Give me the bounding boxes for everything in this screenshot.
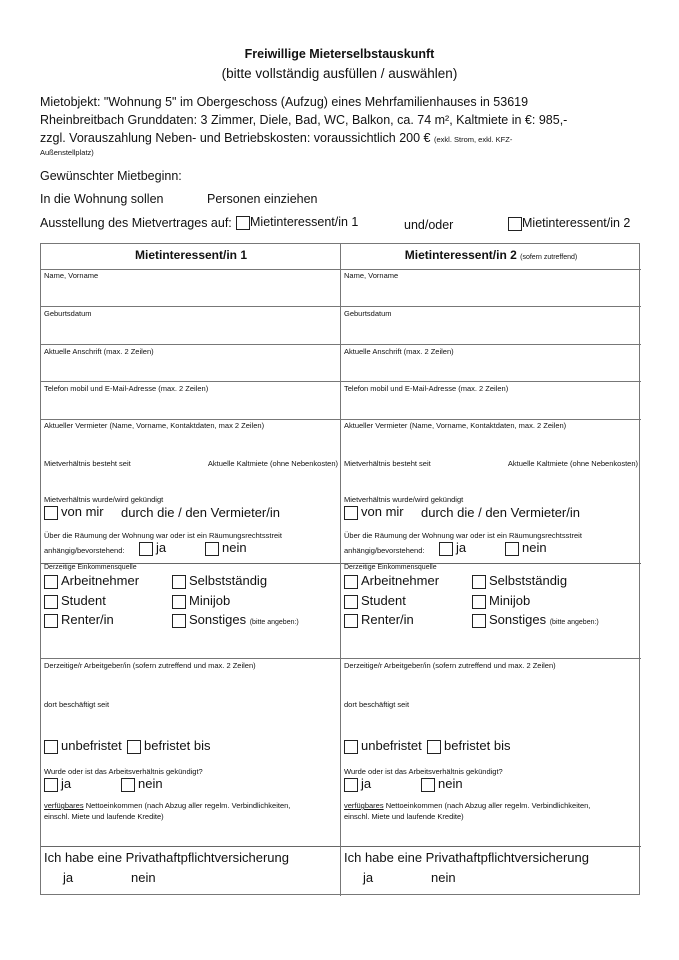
contract-fixed-term-option[interactable]: [427, 738, 510, 754]
income-self-employed-option[interactable]: [172, 573, 267, 589]
property-line-3: [40, 131, 512, 145]
liability-insurance-yes[interactable]: ja: [363, 870, 374, 885]
column-header-title: Mietinteressent/in 2: [404, 248, 517, 262]
job-terminated-no-option[interactable]: [121, 776, 163, 792]
tenancy-terminated-label: Mietverhältnis wurde/wird gekündigt: [344, 495, 464, 504]
contract-fixed-term-option[interactable]: [127, 738, 210, 754]
checkbox[interactable]: [344, 740, 358, 754]
applicant-column: [340, 244, 641, 896]
phone-email-field[interactable]: Telefon mobil und E-Mail-Adresse (max. 2 Zeilen): [344, 384, 509, 393]
applicant-table: [40, 243, 640, 895]
job-terminated-no-option[interactable]: [421, 776, 463, 792]
checkbox[interactable]: [205, 542, 219, 556]
net-income-label-2: einschl. Miete und laufende Kredite): [44, 812, 164, 821]
persons-label-b: Personen einziehen: [207, 192, 318, 206]
divider: [41, 419, 341, 420]
property-line-1: Mietobjekt: "Wohnung 5" im Obergeschoss (Aufzug) eines Mehrfamilienhauses in 53619: [40, 95, 529, 109]
option-label: Selbstständig: [489, 573, 568, 588]
checkbox[interactable]: [172, 575, 186, 589]
checkbox[interactable]: [344, 575, 358, 589]
applicant-column: [41, 244, 341, 896]
income-minijob-option[interactable]: [172, 593, 230, 609]
address-field[interactable]: Aktuelle Anschrift (max. 2 Zeilen): [44, 347, 154, 356]
income-self-employed-option[interactable]: [472, 573, 567, 589]
property-costs: zzgl. Vorauszahlung Neben- und Betriebskosten: voraussichtlich 200 €: [40, 131, 431, 145]
checkbox[interactable]: [172, 614, 186, 628]
checkbox[interactable]: [344, 506, 358, 520]
address-field[interactable]: Aktuelle Anschrift (max. 2 Zeilen): [344, 347, 454, 356]
option-label: Student: [361, 593, 406, 608]
income-source-label: Derzeitige Einkommensquelle: [44, 564, 137, 571]
column-header-note: (sofern zutreffend): [520, 254, 578, 261]
contract-option-2[interactable]: [508, 216, 630, 231]
tenancy-since-field[interactable]: Mietverhältnis besteht seit: [344, 459, 431, 468]
divider: [341, 846, 641, 847]
checkbox[interactable]: [44, 506, 58, 520]
option-label: Minijob: [489, 593, 531, 608]
divider: [41, 344, 341, 345]
net-income-label: Nettoeinkommen (nach Abzug aller regelm. Verbindlichkeiten,: [83, 801, 291, 810]
net-income-field[interactable]: [44, 801, 290, 810]
terminated-by-me-option[interactable]: [344, 504, 404, 520]
option-label: Renter/in: [61, 612, 114, 627]
option-label: Student: [61, 593, 106, 608]
option-label: befristet bis: [144, 738, 211, 753]
option-label: ja: [456, 540, 467, 555]
option-label: von mir: [361, 504, 404, 519]
birthdate-field[interactable]: Geburtsdatum: [344, 309, 392, 318]
income-student-option[interactable]: [344, 593, 406, 609]
option-label: Minijob: [189, 593, 231, 608]
terminated-by-me-option[interactable]: [44, 504, 104, 520]
tenancy-since-field[interactable]: Mietverhältnis besteht seit: [44, 459, 131, 468]
liability-insurance-yes[interactable]: ja: [63, 870, 74, 885]
divider: [41, 846, 341, 847]
checkbox[interactable]: [472, 595, 486, 609]
contract-label: Ausstellung des Mietvertrages auf:: [40, 216, 232, 230]
option-label: nein: [222, 540, 247, 555]
divider: [341, 344, 641, 345]
option-label: nein: [138, 776, 163, 791]
divider: [341, 269, 641, 270]
checkbox[interactable]: [505, 542, 519, 556]
document-title: Freiwillige Mieterselbstauskunft: [244, 47, 435, 61]
option-label: Sonstiges: [189, 612, 247, 627]
income-employee-option[interactable]: [44, 573, 139, 589]
checkbox[interactable]: [172, 595, 186, 609]
property-line-2: Rheinbreitbach Grunddaten: 3 Zimmer, Diele, Bad, WC, Balkon, ca. 74 m², Kaltmiete in €: 985,-: [40, 113, 568, 127]
option-label: unbefristet: [61, 738, 122, 753]
column-header: [41, 248, 341, 262]
birthdate-field[interactable]: Geburtsdatum: [44, 309, 92, 318]
liability-insurance-label: Ich habe eine Privathaftpflichtversicherung: [344, 850, 589, 865]
property-note-2: Außenstellplatz): [40, 148, 94, 157]
contract-permanent-option[interactable]: [44, 738, 122, 754]
eviction-no-option[interactable]: [205, 540, 247, 556]
checkbox[interactable]: [508, 217, 522, 231]
checkbox[interactable]: [236, 216, 250, 230]
divider: [341, 658, 641, 659]
employed-since-field[interactable]: dort beschäftigt seit: [344, 700, 410, 709]
option-note: (bitte angeben:): [249, 619, 299, 626]
contract-option-1[interactable]: [236, 215, 358, 230]
employed-since-field[interactable]: dort beschäftigt seit: [44, 700, 110, 709]
option-label: ja: [156, 540, 167, 555]
option-label: von mir: [61, 504, 104, 519]
column-header: [341, 248, 641, 262]
option-label: Arbeitnehmer: [361, 573, 440, 588]
income-other-option[interactable]: [172, 612, 299, 628]
terminated-by-landlord-label: durch die / den Vermieter/in: [421, 505, 580, 520]
landlord-field[interactable]: Aktueller Vermieter (Name, Vorname, Kontaktdaten, max. 2 Zeilen): [344, 421, 567, 430]
option-label: Arbeitnehmer: [61, 573, 140, 588]
net-income-emphasis: verfügbares: [344, 801, 384, 810]
liability-insurance-no[interactable]: nein: [131, 870, 156, 885]
eviction-yes-option[interactable]: [439, 540, 466, 556]
income-retiree-option[interactable]: [344, 612, 414, 628]
landlord-field[interactable]: Aktueller Vermieter (Name, Vorname, Kontaktdaten, max 2 Zeilen): [44, 421, 265, 430]
net-income-field[interactable]: [344, 801, 590, 810]
checkbox[interactable]: [44, 614, 58, 628]
checkbox[interactable]: [44, 595, 58, 609]
income-minijob-option[interactable]: [472, 593, 530, 609]
persons-label-a: In die Wohnung sollen: [40, 192, 164, 206]
eviction-label: Über die Räumung der Wohnung war oder ist ein Räumungsrechtsstreit: [344, 531, 582, 540]
net-income-emphasis: verfügbares: [44, 801, 84, 810]
income-student-option[interactable]: [44, 593, 106, 609]
option-note: (bitte angeben:): [549, 619, 599, 626]
job-terminated-yes-option[interactable]: [344, 776, 371, 792]
contract-permanent-option[interactable]: [344, 738, 422, 754]
option-label: nein: [522, 540, 547, 555]
checkbox[interactable]: [439, 542, 453, 556]
checkbox[interactable]: [344, 614, 358, 628]
tenancy-terminated-label: Mietverhältnis wurde/wird gekündigt: [44, 495, 164, 504]
eviction-pending-label: anhängig/bevorstehend:: [44, 546, 125, 555]
current-rent-field[interactable]: Aktuelle Kaltmiete (ohne Nebenkosten): [207, 459, 338, 468]
job-terminated-yes-option[interactable]: [44, 776, 71, 792]
checkbox[interactable]: [427, 740, 441, 754]
eviction-yes-option[interactable]: [139, 540, 166, 556]
checkbox[interactable]: [344, 595, 358, 609]
job-terminated-label: Wurde oder ist das Arbeitsverhältnis gekündigt?: [344, 767, 503, 776]
income-employee-option[interactable]: [344, 573, 439, 589]
contract-connector: und/oder: [404, 218, 454, 232]
eviction-label: Über die Räumung der Wohnung war oder ist ein Räumungsrechtsstreit: [44, 531, 282, 540]
name-field[interactable]: Name, Vorname: [44, 271, 99, 280]
contract-option-1-label: Mietinteressent/in 1: [250, 215, 359, 229]
eviction-no-option[interactable]: [505, 540, 547, 556]
net-income-label: Nettoeinkommen (nach Abzug aller regelm. Verbindlichkeiten,: [383, 801, 591, 810]
checkbox[interactable]: [139, 542, 153, 556]
column-header-title: Mietinteressent/in 1: [134, 248, 248, 262]
option-label: Renter/in: [361, 612, 414, 627]
option-label: nein: [438, 776, 463, 791]
checkbox[interactable]: [121, 778, 135, 792]
checkbox[interactable]: [421, 778, 435, 792]
option-label: ja: [61, 776, 72, 791]
option-label: Selbstständig: [189, 573, 268, 588]
document-subtitle: (bitte vollständig ausfüllen / auswählen): [221, 66, 458, 81]
divider: [41, 381, 341, 382]
job-terminated-label: Wurde oder ist das Arbeitsverhältnis gekündigt?: [44, 767, 203, 776]
property-costs-note: (exkl. Strom, exkl. KFZ-: [434, 135, 513, 144]
name-field[interactable]: Name, Vorname: [344, 271, 399, 280]
checkbox[interactable]: [44, 575, 58, 589]
divider: [41, 269, 341, 270]
net-income-label-2: einschl. Miete und laufende Kredite): [344, 812, 464, 821]
current-rent-field[interactable]: Aktuelle Kaltmiete (ohne Nebenkosten): [507, 459, 638, 468]
divider: [341, 381, 641, 382]
income-source-label: Derzeitige Einkommensquelle: [344, 564, 437, 571]
terminated-by-landlord-label: durch die / den Vermieter/in: [121, 505, 280, 520]
option-label: ja: [361, 776, 372, 791]
option-label: unbefristet: [361, 738, 422, 753]
eviction-pending-label: anhängig/bevorstehend:: [344, 546, 425, 555]
employer-field[interactable]: Derzeitige/r Arbeitgeber/in (sofern zutreffend und max. 2 Zeilen): [344, 661, 556, 670]
contract-option-2-label: Mietinteressent/in 2: [522, 216, 631, 230]
divider: [341, 419, 641, 420]
divider: [341, 306, 641, 307]
income-other-option[interactable]: [472, 612, 599, 628]
checkbox[interactable]: [344, 778, 358, 792]
option-label: Sonstiges: [489, 612, 547, 627]
rent-start-label[interactable]: Gewünschter Mietbeginn:: [40, 169, 182, 183]
income-retiree-option[interactable]: [44, 612, 114, 628]
employer-field[interactable]: Derzeitige/r Arbeitgeber/in (sofern zutreffend und max. 2 Zeilen): [44, 661, 256, 670]
liability-insurance-no[interactable]: nein: [431, 870, 456, 885]
checkbox[interactable]: [472, 575, 486, 589]
checkbox[interactable]: [44, 740, 58, 754]
divider: [41, 658, 341, 659]
option-label: befristet bis: [444, 738, 511, 753]
divider: [41, 306, 341, 307]
phone-email-field[interactable]: Telefon mobil und E-Mail-Adresse (max. 2 Zeilen): [44, 384, 209, 393]
checkbox[interactable]: [472, 614, 486, 628]
checkbox[interactable]: [127, 740, 141, 754]
checkbox[interactable]: [44, 778, 58, 792]
liability-insurance-label: Ich habe eine Privathaftpflichtversicherung: [44, 850, 289, 865]
